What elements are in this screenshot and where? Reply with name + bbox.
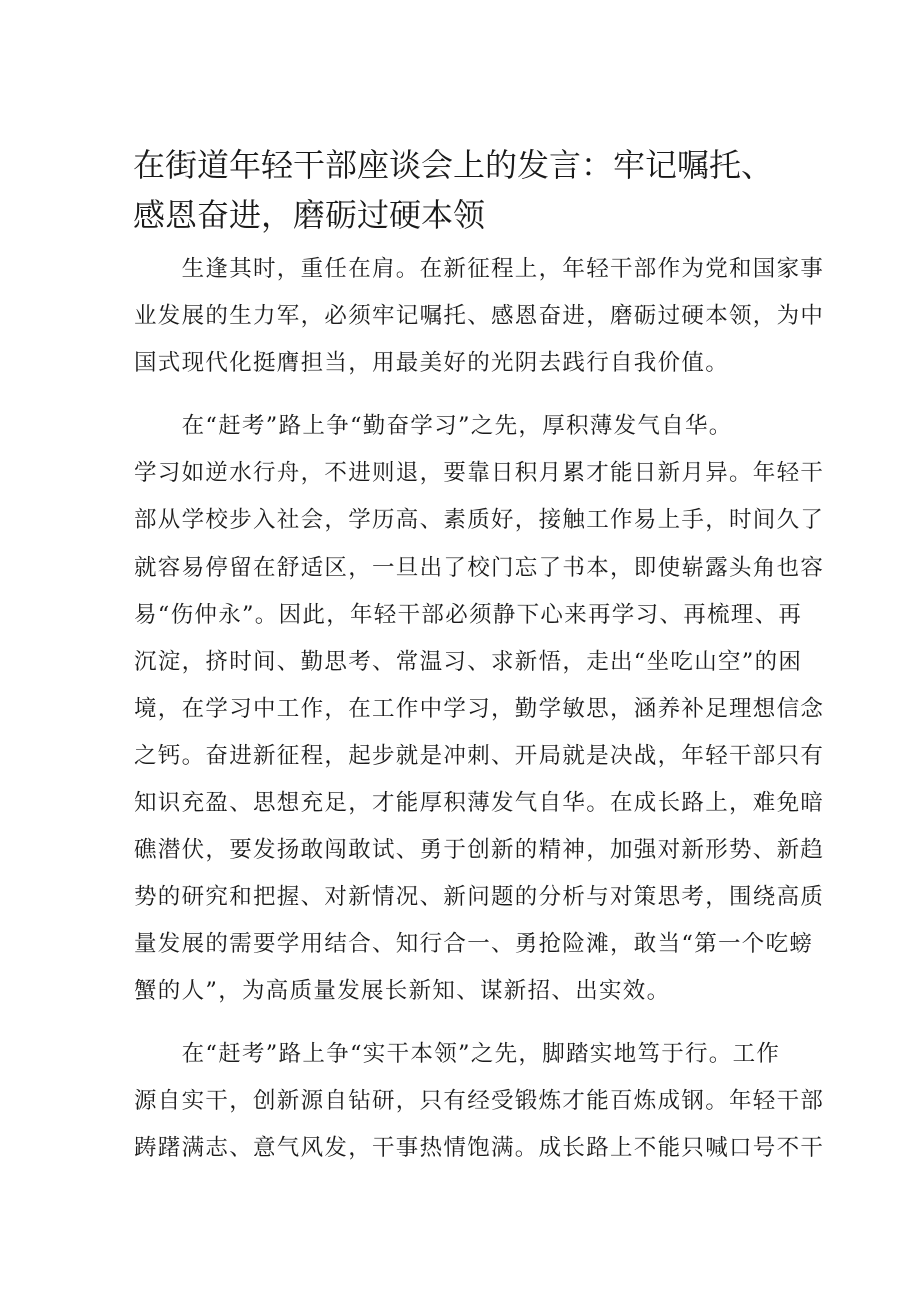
title-line-1: 在街道年轻干部座谈会上的发言：牢记嘱托、: [133, 146, 774, 184]
text-line: 在“赶考”路上争“实干本领”之先，脚踏实地笃于行。工作: [134, 1041, 781, 1067]
text-line: 沉淀，挤时间、勤思考、常温习、求新悟，走出“坐吃山空”的困: [134, 649, 803, 675]
text-line: 就容易停留在舒适区，一旦出了校门忘了书本，即使崭露头角也容: [134, 555, 825, 581]
text-line: 学习如逆水行舟，不进则退，要靠日积月累才能日新月异。年轻干: [134, 460, 825, 486]
text-line: 知识充盈、思想充足，才能厚积薄发气自华。在成长路上，难免暗: [134, 790, 825, 816]
document-title: [133, 140, 813, 240]
text-line: 在“赶考”路上争“勤奋学习”之先，厚积薄发气自华。: [134, 413, 733, 439]
text-line: 蟹的人”，为高质量发展长新知、谋新招、出实效。: [134, 978, 671, 1004]
text-line: 境，在学习中工作，在工作中学习，勤学敏思，涵养补足理想信念: [134, 696, 825, 722]
text-line: 业发展的生力军，必须牢记嘱托、感恩奋进，磨砺过硬本领，为中: [134, 303, 825, 329]
text-line: 源自实干，创新源自钻研，只有经受锻炼才能百炼成钢。年轻干部: [134, 1088, 825, 1114]
text-line: 量发展的需要学用结合、知行合一、勇抢险滩，敢当“第一个吃螃: [134, 931, 814, 957]
text-line: 生逢其时，重任在肩。在新征程上，年轻干部作为党和国家事: [134, 256, 825, 282]
text-line: 踌躇满志、意气风发，干事热情饱满。成长路上不能只喊口号不干: [134, 1135, 825, 1161]
text-line: 易“伤仲永”。因此，年轻干部必须静下心来再学习、再梳理、再: [134, 602, 803, 628]
text-line: 礁潜伏，要发扬敢闯敢试、勇于创新的精神，加强对新形势、新趋: [134, 837, 825, 863]
text-line: 势的研究和把握、对新情况、新问题的分析与对策思考，围绕高质: [134, 884, 825, 910]
title-line-2: 感恩奋进，磨砺过硬本领: [133, 196, 486, 234]
text-line: 之钙。奋进新征程，起步就是冲刺、开局就是决战，年轻干部只有: [134, 743, 825, 769]
text-line: 部从学校步入社会，学历高、素质好，接触工作易上手，时间久了: [134, 507, 825, 533]
text-line: 国式现代化挺膺担当，用最美好的光阴去践行自我价值。: [134, 350, 730, 376]
